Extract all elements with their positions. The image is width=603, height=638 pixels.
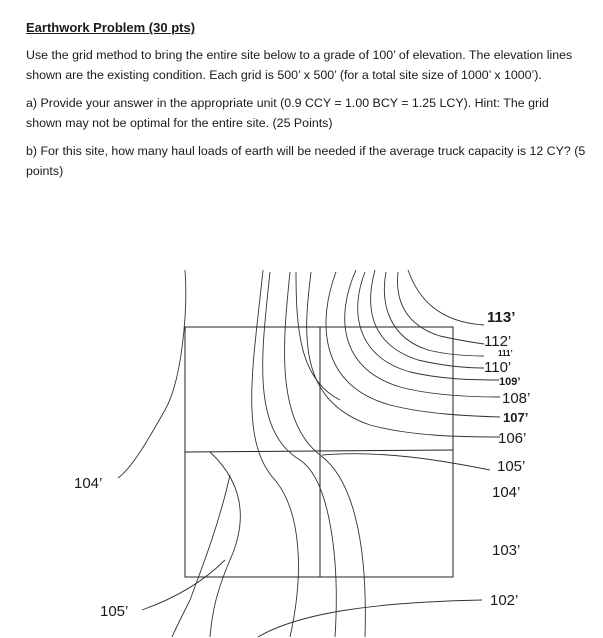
label-111: 111’	[498, 349, 513, 358]
problem-title: Earthwork Problem (30 pts)	[26, 20, 196, 35]
label-106: 106’	[498, 430, 527, 447]
contour-111	[384, 272, 484, 356]
contour-104-left	[118, 270, 186, 478]
label-110: 110’	[484, 359, 512, 376]
label-113: 113’	[487, 309, 516, 326]
label-109: 109’	[499, 376, 521, 388]
label-104-left: 104’	[74, 475, 103, 492]
label-104-right: 104’	[492, 484, 521, 501]
label-103: 103’	[492, 542, 521, 559]
label-105-right: 105’	[497, 458, 526, 475]
problem-intro: Use the grid method to bring the entire site below to a grade of 100’ of elevation. The elevation lines shown are the existing condition. Each grid is 500’ x 500’ (for a total site size of 1000’ x 1000’).	[26, 48, 573, 82]
contour-lower-left-c	[172, 475, 230, 637]
contour-lower-left-b	[142, 560, 225, 610]
contour-105-right	[322, 454, 490, 470]
contour-110	[371, 270, 484, 368]
contour-108	[345, 270, 500, 397]
label-107: 107’	[503, 410, 529, 425]
grid-line-horizontal	[185, 450, 453, 452]
contour-112	[397, 272, 484, 344]
contour-lower-left-a	[210, 452, 240, 637]
label-112: 112’	[484, 333, 512, 350]
label-102: 102’	[490, 592, 519, 609]
label-108: 108’	[502, 390, 531, 407]
contour-107	[326, 272, 500, 417]
contour-106	[307, 272, 500, 437]
contour-109	[358, 272, 499, 380]
problem-part-b: b) For this site, how many haul loads of earth will be needed if the average truck capacity is 12 CY? (5 points)	[26, 144, 586, 178]
contour-113	[408, 270, 484, 325]
contour-105-b	[296, 272, 340, 400]
problem-part-a: a) Provide your answer in the appropriate unit (0.9 CCY = 1.00 BCY = 1.25 LCY). Hint: The grid shown may not be optimal for the entire site. (25 Points)	[26, 96, 549, 130]
label-105-left: 105’	[100, 603, 129, 620]
